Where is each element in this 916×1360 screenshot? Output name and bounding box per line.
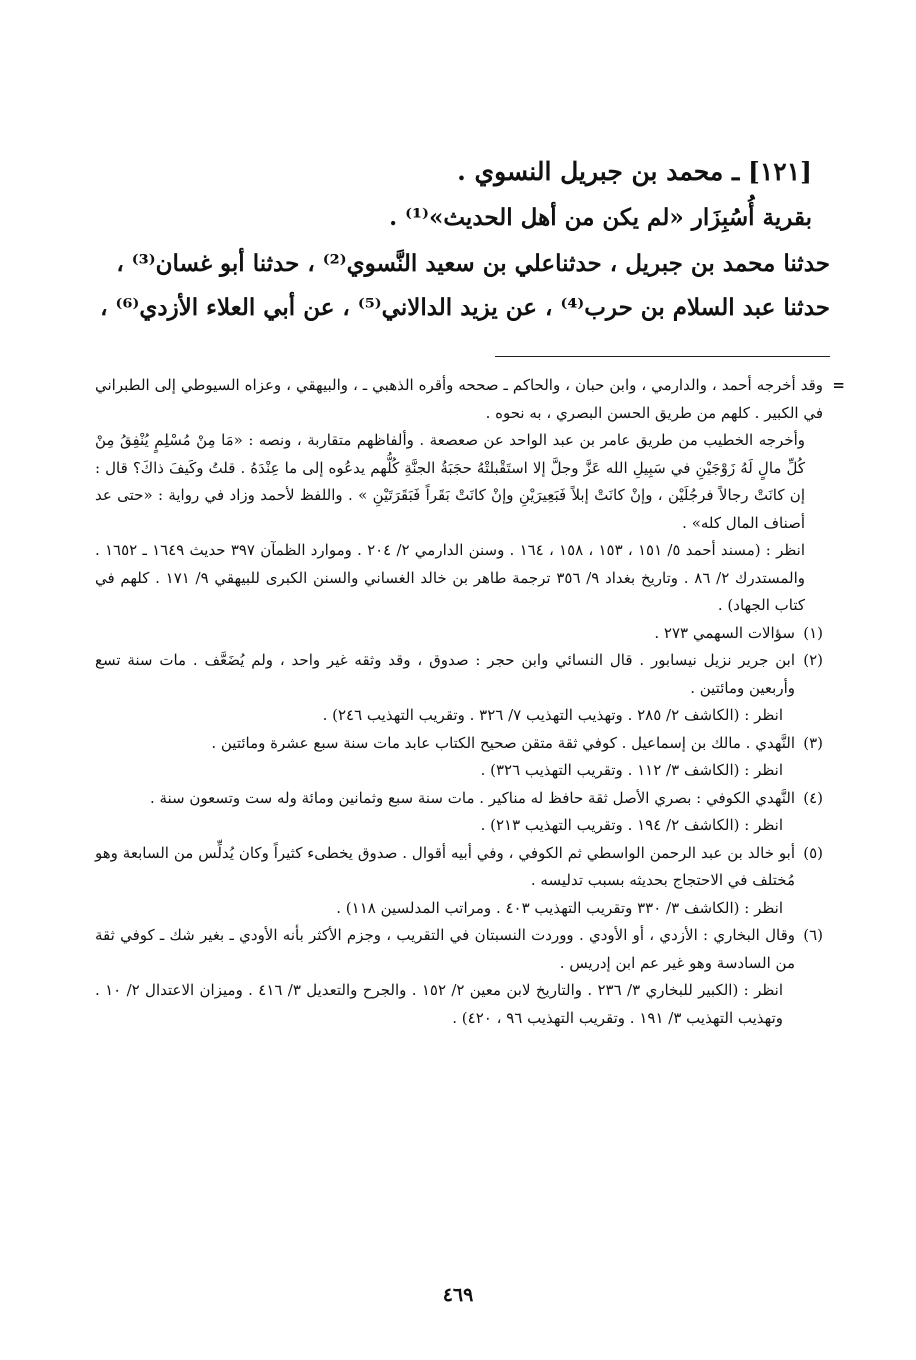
footnote-reference: انظر : (الكاشف ٣/ ١١٢ . وتقريب التهذيب ٣٢٦) .: [480, 761, 783, 779]
footnote-text: أبو خالد بن عبد الرحمن الواسطي ثم الكوفي ، وفي أبيه أقوال . صدوق يخطىء كثيراً وكان يُدلِّس من السابعة وهو مُختلف في الاحتجاج بحديثه بسبب تدليسه .: [95, 843, 795, 889]
footnote-text: النَّهدي . مالك بن إسماعيل . كوفي ثقة متقن صحيح الكتاب عابد مات سنة سبع عشرة ومائتين .: [211, 733, 795, 752]
footnote-number: (٢): [803, 651, 823, 669]
footnote-5: [95, 840, 823, 895]
footnote-number: (١): [803, 623, 823, 642]
footnote-2: [95, 647, 823, 702]
footnote-continuation: وأخرجه الخطيب من طريق عامر بن عبد الواحد عن صعصعة . وألفاظهم متقاربة ، ونصه : «مَا مِنْ مُسْلِمٍ يُنْفِقُ مِنْ كُلِّ مالٍ لَهُ زَوْجَيْنِ في سَبِيلِ الله عَزَّ وجلَّ إلا استَقْبلتْهُ حجَبَةُ الجنَّةِ كُلُّهم يدعُوه إلى ما عِنْدَهُ . قلتُ وكَيفَ ذاكَ؟ قال : إن كانَتْ رجالاً فرجُلَيْن ، وإنْ كانَتْ إبلاً فَبَعِيرَيْنِ وإنْ كانَتْ بَقَراً فَبَقَرَتَيْنِ » . واللفظ لأحمد وزاد في رواية : «حتى عد أصناف المال كله» .: [95, 431, 805, 532]
continuation-mark: =: [832, 376, 845, 394]
entry-body-line: حدثنا محمد بن جبريل ، حدثناعلي بن سعيد النَّسوي⁽²⁾ ، حدثنا أبو غسان⁽³⁾ ،: [116, 250, 830, 277]
page-number: ٤٦٩: [442, 1284, 474, 1306]
footnote-reference: انظر : (الكاشف ٣/ ٣٣٠ وتقريب التهذيب ٤٠٣ . ومراتب المدلسين ١١٨) .: [336, 898, 783, 917]
footnote-text: ابن جرير نزيل نيسابور . قال النسائي وابن حجر : صدوق ، وقد وثقه غير واحد ، ولم يُضَعَّف . مات سنة تسع وأربعين ومائتين .: [95, 651, 795, 697]
footnote-text: النَّهدي الكوفي : بصري الأصل ثقة حافظ له مناكير . مات سنة سبع وثمانين ومائة وله ست وتسعون سنة .: [149, 788, 795, 807]
entry-main-text: [95, 150, 830, 330]
footnote-text: سؤالات السهمي ٢٧٣ .: [654, 623, 795, 642]
footnote-text: وقد أخرجه أحمد ، والدارمي ، وابن حبان ، والحاكم ـ صححه وأقره الذهبي ـ ، والبيهقي ، وعزاه السيوطي إلى الطبراني في الكبير . كلهم من طريق الحسن البصري ، به نحوه .: [95, 376, 823, 422]
footnote-4: [95, 785, 823, 813]
entry-body-line: حدثنا عبد السلام بن حرب⁽⁴⁾ ، عن يزيد الدالاني⁽⁵⁾ ، عن أبي العلاء الأزدي⁽⁶⁾ ،: [100, 294, 830, 321]
entry-subheading: بقرية أُسُبِزَار «لم يكن من أهل الحديث»⁽¹⁾ .: [389, 204, 812, 231]
footnote-continuation-ref: انظر : (مسند أحمد ٥/ ١٥١ ، ١٥٣ ، ١٥٨ ، ١٦٤ . وسنن الدارمي ٢/ ٢٠٤ . وموارد الظمآن ٣٩٧ حديث ١٦٤٩ ـ ١٦٥٢ . والمستدرك ٢/ ٨٦ . وتاريخ بغداد ٩/ ٣٥٦ ترجمة طاهر بن خالد الغساني والسنن الكبرى للبيهقي ٩/ ١٧١ . كلهم في كتاب الجهاد) .: [95, 541, 806, 614]
footnote-reference: انظر : (الكاشف ٢/ ٢٨٥ . وتهذيب التهذيب ٧/ ٣٢٦ . وتقريب التهذيب ٢٤٦) .: [322, 706, 783, 724]
footnote-3: [95, 730, 823, 758]
footnote-number: (٣): [803, 733, 823, 752]
entry-heading: [١٢١] ـ محمد بن جبريل النسوي .: [457, 157, 812, 186]
footnote-number: (٤): [803, 788, 823, 807]
footnote-1: [95, 620, 823, 648]
footnote-text: وقال البخاري : الأزدي ، أو الأودي . ووردت النسبتان في التقريب ، وجزم الأكثر بأنه الأودي ـ بغير شك ـ كوفي ثقة من السادسة وهو غير عم ابن إدريس .: [95, 926, 795, 972]
footnotes: [95, 372, 845, 1032]
footnote-6: [95, 922, 823, 977]
footnote-continuation: [95, 372, 845, 427]
footnote-separator: [495, 356, 830, 357]
footnote-number: (٥): [803, 843, 823, 862]
footnote-reference: انظر : (الكبير للبخاري ٣/ ٢٣٦ . والتاريخ لابن معين ٢/ ١٥٢ . والجرح والتعديل ٣/ ٤١٦ . وميزان الاعتدال ٢/ ١٠ . وتهذيب التهذيب ٣/ ١٩١ . وتقريب التهذيب ٩٦ ، ٤٢٠) .: [95, 981, 783, 1027]
footnote-reference: انظر : (الكاشف ٢/ ١٩٤ . وتقريب التهذيب ٢١٣) .: [480, 816, 783, 834]
footnote-number: (٦): [803, 926, 823, 944]
